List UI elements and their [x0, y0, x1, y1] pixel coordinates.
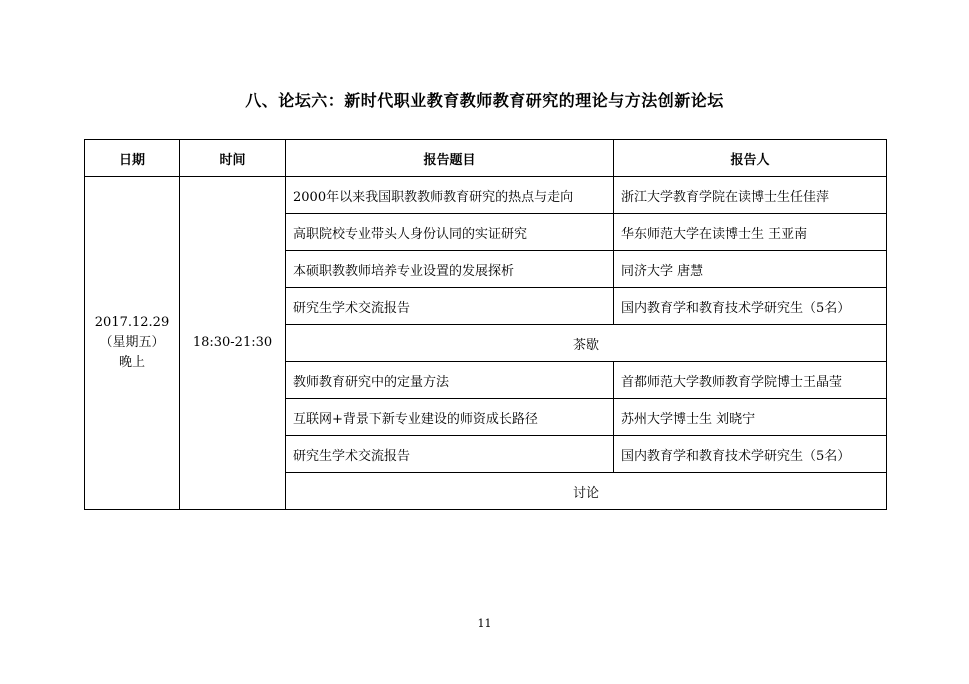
report-topic: 2000年以来我国职教教师教育研究的热点与走向 [286, 177, 614, 214]
header-date: 日期 [85, 140, 180, 177]
session-weekday: （星期五） [99, 335, 165, 350]
table-row [85, 177, 887, 214]
header-time: 时间 [180, 140, 286, 177]
report-speaker: 浙江大学教育学院在读博士生任佳萍 [614, 177, 887, 214]
tea-break-label: 茶歇 [286, 325, 887, 362]
table-header-row [85, 140, 887, 177]
session-time: 18:30-21:30 [180, 177, 286, 510]
report-speaker: 国内教育学和教育技术学研究生（5名） [614, 436, 887, 473]
report-speaker: 苏州大学博士生 刘晓宁 [614, 399, 887, 436]
header-topic: 报告题目 [286, 140, 614, 177]
report-topic: 研究生学术交流报告 [286, 436, 614, 473]
session-date-cell [85, 177, 180, 510]
report-topic: 研究生学术交流报告 [286, 288, 614, 325]
forum-schedule-table [84, 139, 887, 510]
header-speaker: 报告人 [614, 140, 887, 177]
session-period: 晚上 [118, 355, 145, 370]
report-speaker: 国内教育学和教育技术学研究生（5名） [614, 288, 887, 325]
report-topic: 互联网+背景下新专业建设的师资成长路径 [286, 399, 614, 436]
report-topic: 本硕职教教师培养专业设置的发展探析 [286, 251, 614, 288]
report-topic: 高职院校专业带头人身份认同的实证研究 [286, 214, 614, 251]
report-topic: 教师教育研究中的定量方法 [286, 362, 614, 399]
page-number: 11 [477, 617, 492, 630]
report-speaker: 首都师范大学教师教育学院博士王晶莹 [614, 362, 887, 399]
discussion-label: 讨论 [286, 473, 887, 510]
report-speaker: 同济大学 唐慧 [614, 251, 887, 288]
report-speaker: 华东师范大学在读博士生 王亚南 [614, 214, 887, 251]
page-title: 八、论坛六：新时代职业教育教师教育研究的理论与方法创新论坛 [245, 91, 724, 110]
session-date: 2017.12.29 [94, 315, 170, 330]
